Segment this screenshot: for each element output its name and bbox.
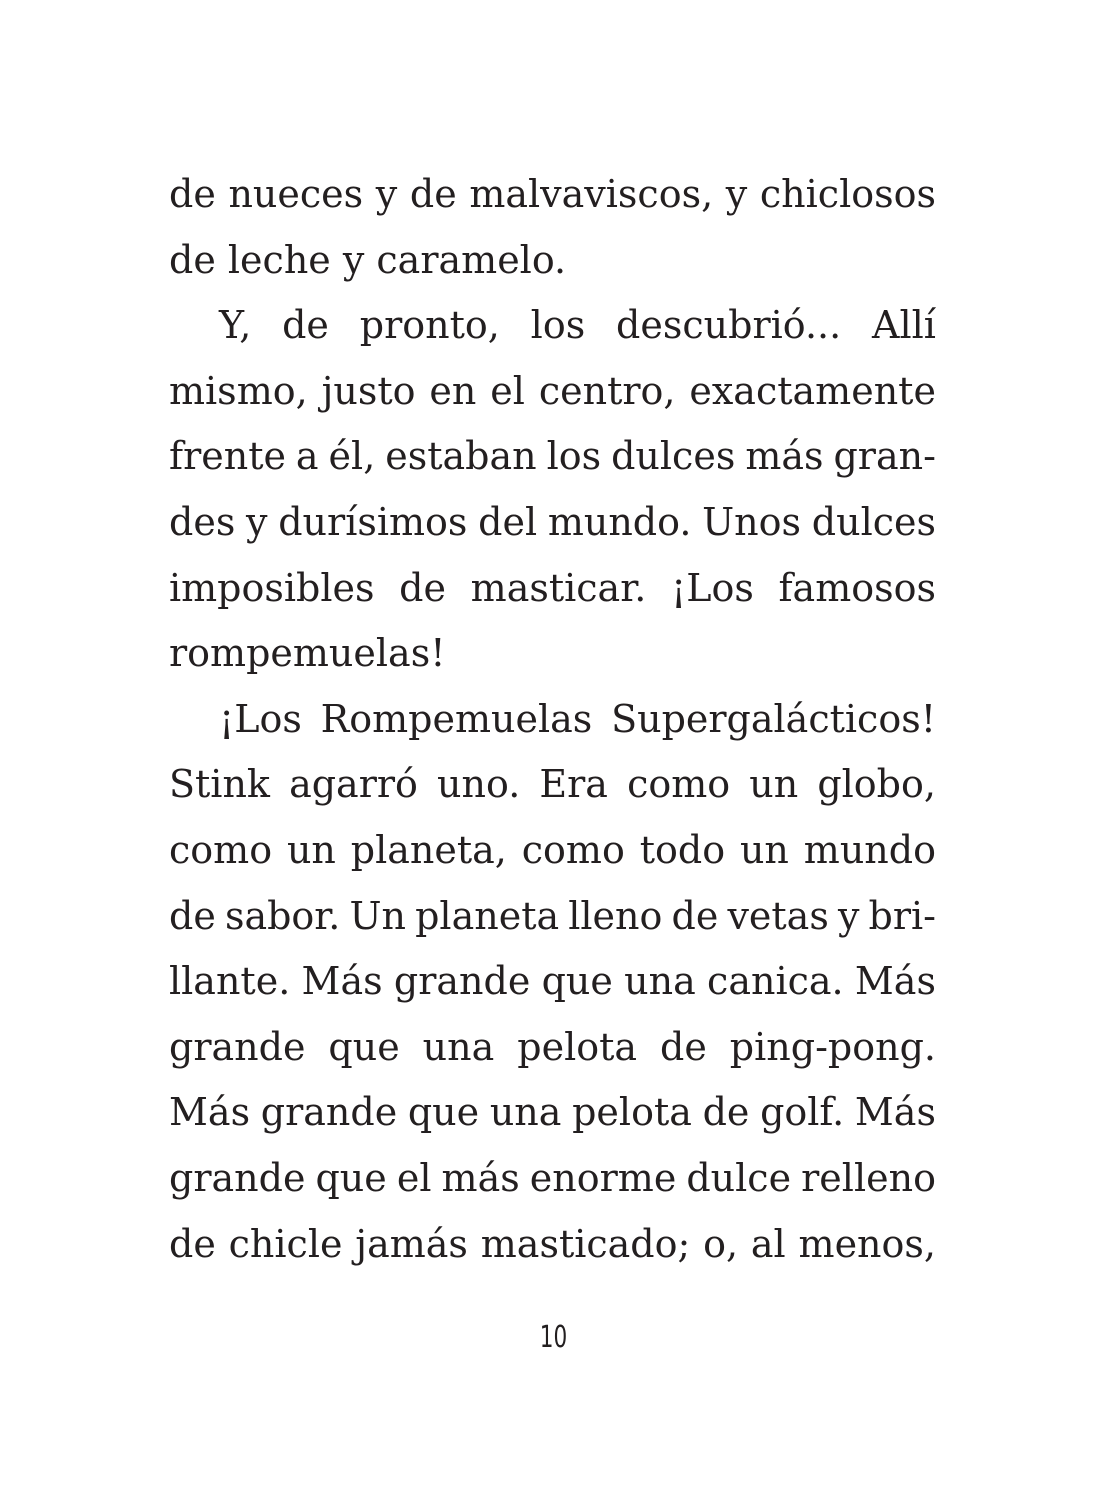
word: y [246, 499, 268, 544]
word: los [546, 434, 602, 479]
word: estaban [385, 434, 537, 479]
word: masticado; [480, 1221, 691, 1266]
word: Rompemuelas [320, 696, 593, 741]
body-text [169, 162, 936, 1277]
word: como [521, 827, 625, 872]
word: o, [703, 1221, 739, 1266]
word: Más [854, 959, 936, 1004]
word: relleno [801, 1155, 936, 1200]
word: justo [321, 368, 416, 413]
word: a [295, 434, 319, 479]
text-line [169, 490, 936, 556]
word: pelota [517, 1024, 638, 1069]
text-line [169, 359, 936, 425]
word: el [396, 1155, 432, 1200]
word: masticar. [470, 565, 647, 610]
word: más [441, 1155, 520, 1200]
word: golf. [760, 1090, 845, 1135]
word: grande [393, 959, 531, 1004]
word: gran- [833, 434, 936, 479]
word: Allí [872, 303, 936, 348]
word: Un [349, 893, 406, 938]
word: agarró [289, 762, 418, 807]
word: mundo. [547, 499, 692, 544]
word: el [490, 368, 525, 413]
word: los [530, 303, 586, 348]
word: en [429, 368, 477, 413]
text-line [169, 884, 936, 950]
word: que [541, 959, 613, 1004]
word: canica. [707, 959, 844, 1004]
word: imposibles [169, 565, 375, 610]
word: Más [301, 959, 383, 1004]
word: llante. [169, 959, 291, 1004]
word: y [837, 893, 860, 938]
word: Unos [702, 499, 802, 544]
page-number: 10 [539, 1320, 568, 1355]
word: nueces [228, 172, 364, 216]
text-line: de leche y caramelo. [169, 237, 567, 282]
text-line [169, 1015, 936, 1081]
word: frente [169, 434, 286, 479]
word: mismo, [169, 368, 308, 413]
word: un [286, 827, 336, 872]
text-line [169, 818, 936, 884]
text-line [169, 293, 936, 359]
text-line [169, 1080, 936, 1146]
word: descubrió... [616, 303, 842, 348]
word: que [315, 1155, 387, 1200]
word: de [282, 303, 329, 348]
word: de [169, 1221, 216, 1266]
text-line [169, 1212, 936, 1278]
word: como [627, 762, 731, 807]
word: que [328, 1024, 400, 1069]
word: durísimos [278, 499, 468, 544]
word: ping-pong. [729, 1024, 936, 1069]
word: planeta, [350, 827, 507, 872]
word: malvaviscos, [469, 172, 714, 216]
word: Supergalácticos! [611, 696, 936, 741]
word: des [169, 499, 236, 544]
word: y [375, 172, 398, 216]
word: como [169, 827, 273, 872]
word: que [407, 1090, 480, 1135]
text-line [169, 424, 936, 490]
word: Stink [169, 762, 270, 807]
word: de [671, 893, 719, 938]
text-line [169, 949, 936, 1015]
word: grande [169, 1155, 306, 1200]
word: planeta [415, 893, 560, 938]
word: enorme [529, 1155, 677, 1200]
word: de [169, 893, 216, 938]
word: sabor. [224, 893, 341, 938]
word: de [169, 172, 216, 216]
word: Y, [219, 303, 252, 348]
word: pelota [572, 1090, 692, 1135]
word: de [702, 1090, 750, 1135]
text-line [169, 162, 936, 228]
word: bri- [868, 893, 936, 938]
word: exactamente [689, 368, 936, 413]
word: grande [260, 1090, 398, 1135]
text-line [169, 556, 936, 622]
text-line: rompemuelas! [169, 631, 446, 676]
word: grande [169, 1024, 306, 1069]
word: pronto, [359, 303, 500, 348]
word: más [745, 434, 824, 479]
word: y [725, 172, 748, 216]
word: de [409, 172, 457, 216]
word: dulces [611, 434, 736, 479]
word: una [489, 1090, 562, 1135]
word: Más [169, 1090, 251, 1135]
text-line [169, 687, 936, 753]
word: famosos [778, 565, 936, 610]
word: mundo [803, 827, 936, 872]
word: Más [854, 1090, 936, 1135]
word: de [660, 1024, 707, 1069]
word: dulce [686, 1155, 792, 1200]
word: Era [539, 762, 608, 807]
word: chiclosos [759, 172, 936, 216]
word: un [749, 762, 799, 807]
text-line [169, 1146, 936, 1212]
word: vetas [727, 893, 829, 938]
word: todo [639, 827, 726, 872]
word: ¡Los [670, 565, 754, 610]
word: uno. [437, 762, 521, 807]
word: menos, [798, 1221, 936, 1266]
word: de [399, 565, 446, 610]
word: él, [328, 434, 376, 479]
word: una [422, 1024, 495, 1069]
word: dulces [811, 499, 936, 544]
word: ¡Los [219, 696, 302, 741]
word: al [750, 1221, 786, 1266]
word: del [478, 499, 538, 544]
word: centro, [538, 368, 676, 413]
word: una [624, 959, 696, 1004]
word: chicle [228, 1221, 343, 1266]
word: un [739, 827, 789, 872]
word: globo, [817, 762, 936, 807]
word: lleno [568, 893, 663, 938]
text-line [169, 752, 936, 818]
word: jamás [355, 1221, 468, 1266]
